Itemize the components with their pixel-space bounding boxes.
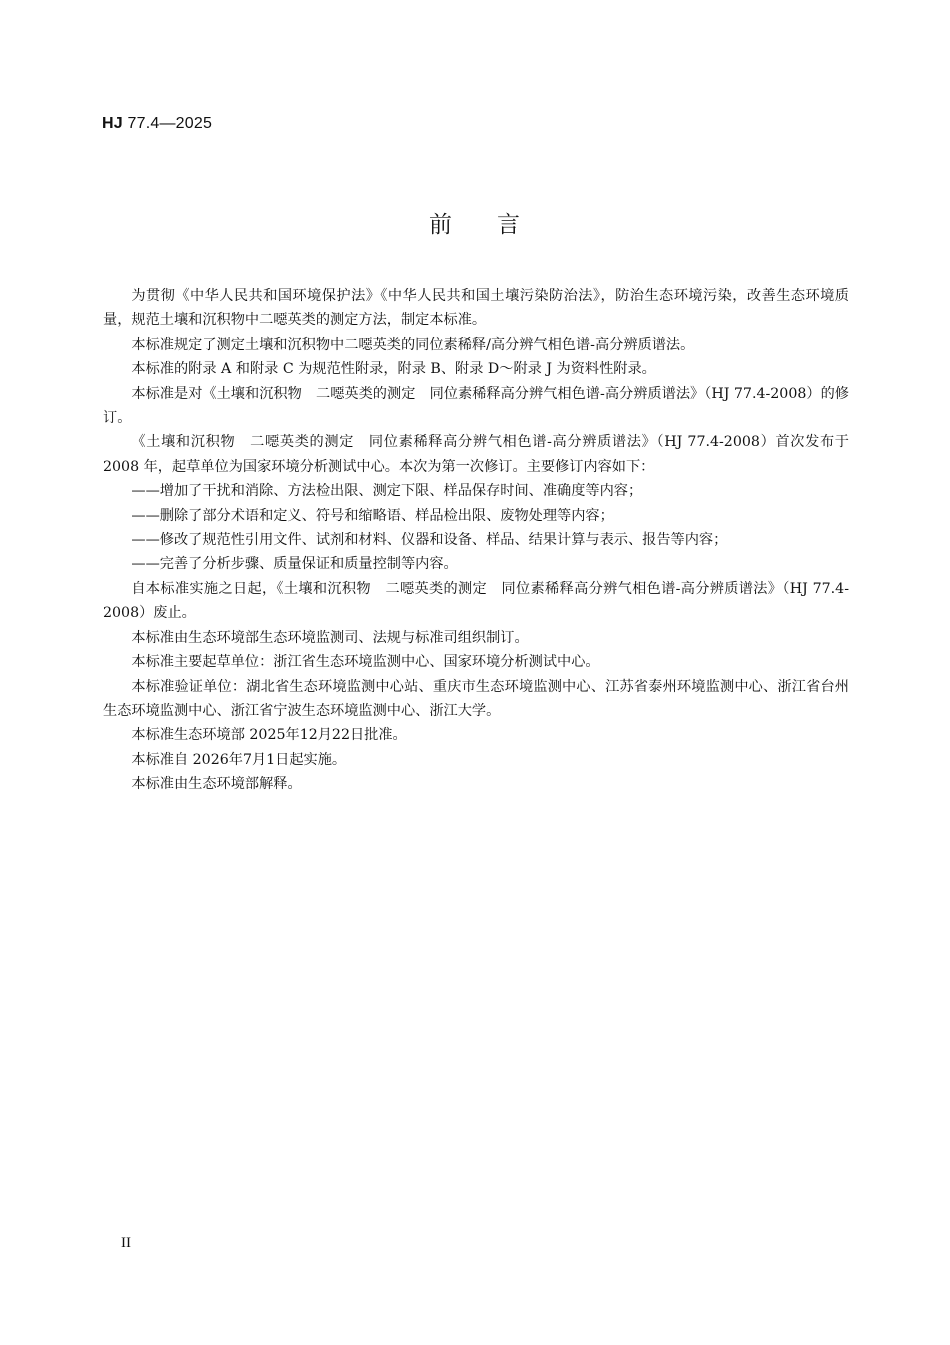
revision-item: ——修改了规范性引用文件、试剂和材料、仪器和设备、样品、结果计算与表示、报告等内容； [131, 532, 728, 549]
revision-item: ——删除了部分术语和定义、符号和缩略语、样品检出限、废物处理等内容； [131, 507, 614, 524]
revision-item: ——增加了干扰和消除、方法检出限、测定下限、样品保存时间、准确度等内容； [131, 483, 643, 500]
title-char-1: 前 [429, 212, 453, 238]
paragraph-approval: 本标准生态环境部 2025年12月22日批准。 [131, 727, 407, 744]
revision-item: ——完善了分析步骤、质量保证和质量控制等内容。 [131, 556, 458, 573]
paragraph-drafters: 本标准主要起草单位：浙江省生态环境监测中心、国家环境分析测试中心。 [131, 654, 600, 671]
foreword-body [103, 284, 849, 797]
paragraph-interpretation: 本标准由生态环境部解释。 [131, 776, 302, 793]
paragraph-scope: 本标准规定了测定土壤和沉积物中二噁英类的同位素稀释/高分辨气相色谱-高分辨质谱法。 [131, 336, 695, 353]
paragraph-validators: 本标准验证单位：湖北省生态环境监测中心站、重庆市生态环境监测中心、江苏省泰州环境监测中心、浙江省台州生态环境监测中心、浙江省宁波生态环境监测中心、浙江大学。 [103, 678, 849, 719]
standard-number: 77.4—2025 [127, 115, 213, 132]
paragraph-effective: 本标准自 2026年7月1日起实施。 [131, 751, 347, 768]
standard-code [102, 115, 212, 133]
paragraph-appendices: 本标准的附录 A 和附录 C 为规范性附录，附录 B、附录 D～附录 J 为资料性附录。 [131, 361, 656, 378]
paragraph-purpose: 为贯彻《中华人民共和国环境保护法》《中华人民共和国土壤污染防治法》，防治生态环境污染，改善生态环境质量，规范土壤和沉积物中二噁英类的测定方法，制定本标准。 [103, 288, 849, 329]
page-number: II [121, 1235, 131, 1251]
paragraph-organizer: 本标准由生态环境部生态环境监测司、法规与标准司组织制订。 [131, 629, 529, 646]
paragraph-abolish: 自本标准实施之日起，《土壤和沉积物 二噁英类的测定 同位素稀释高分辨气相色谱-高分辨质谱法》（HJ 77.4-2008）废止。 [103, 580, 849, 622]
page-title [0, 206, 950, 239]
paragraph-revision: 本标准是对《土壤和沉积物 二噁英类的测定 同位素稀释高分辨气相色谱-高分辨质谱法》（HJ 77.4-2008）的修订。 [103, 385, 849, 427]
standard-prefix: HJ [102, 115, 123, 132]
paragraph-history: 《土壤和沉积物 二噁英类的测定 同位素稀释高分辨气相色谱-高分辨质谱法》（HJ 77.4-2008）首次发布于 2008 年，起草单位为国家环境分析测试中心。本次为第一次修订。主要修订内容如下： [103, 434, 849, 475]
title-char-2: 言 [497, 212, 521, 238]
